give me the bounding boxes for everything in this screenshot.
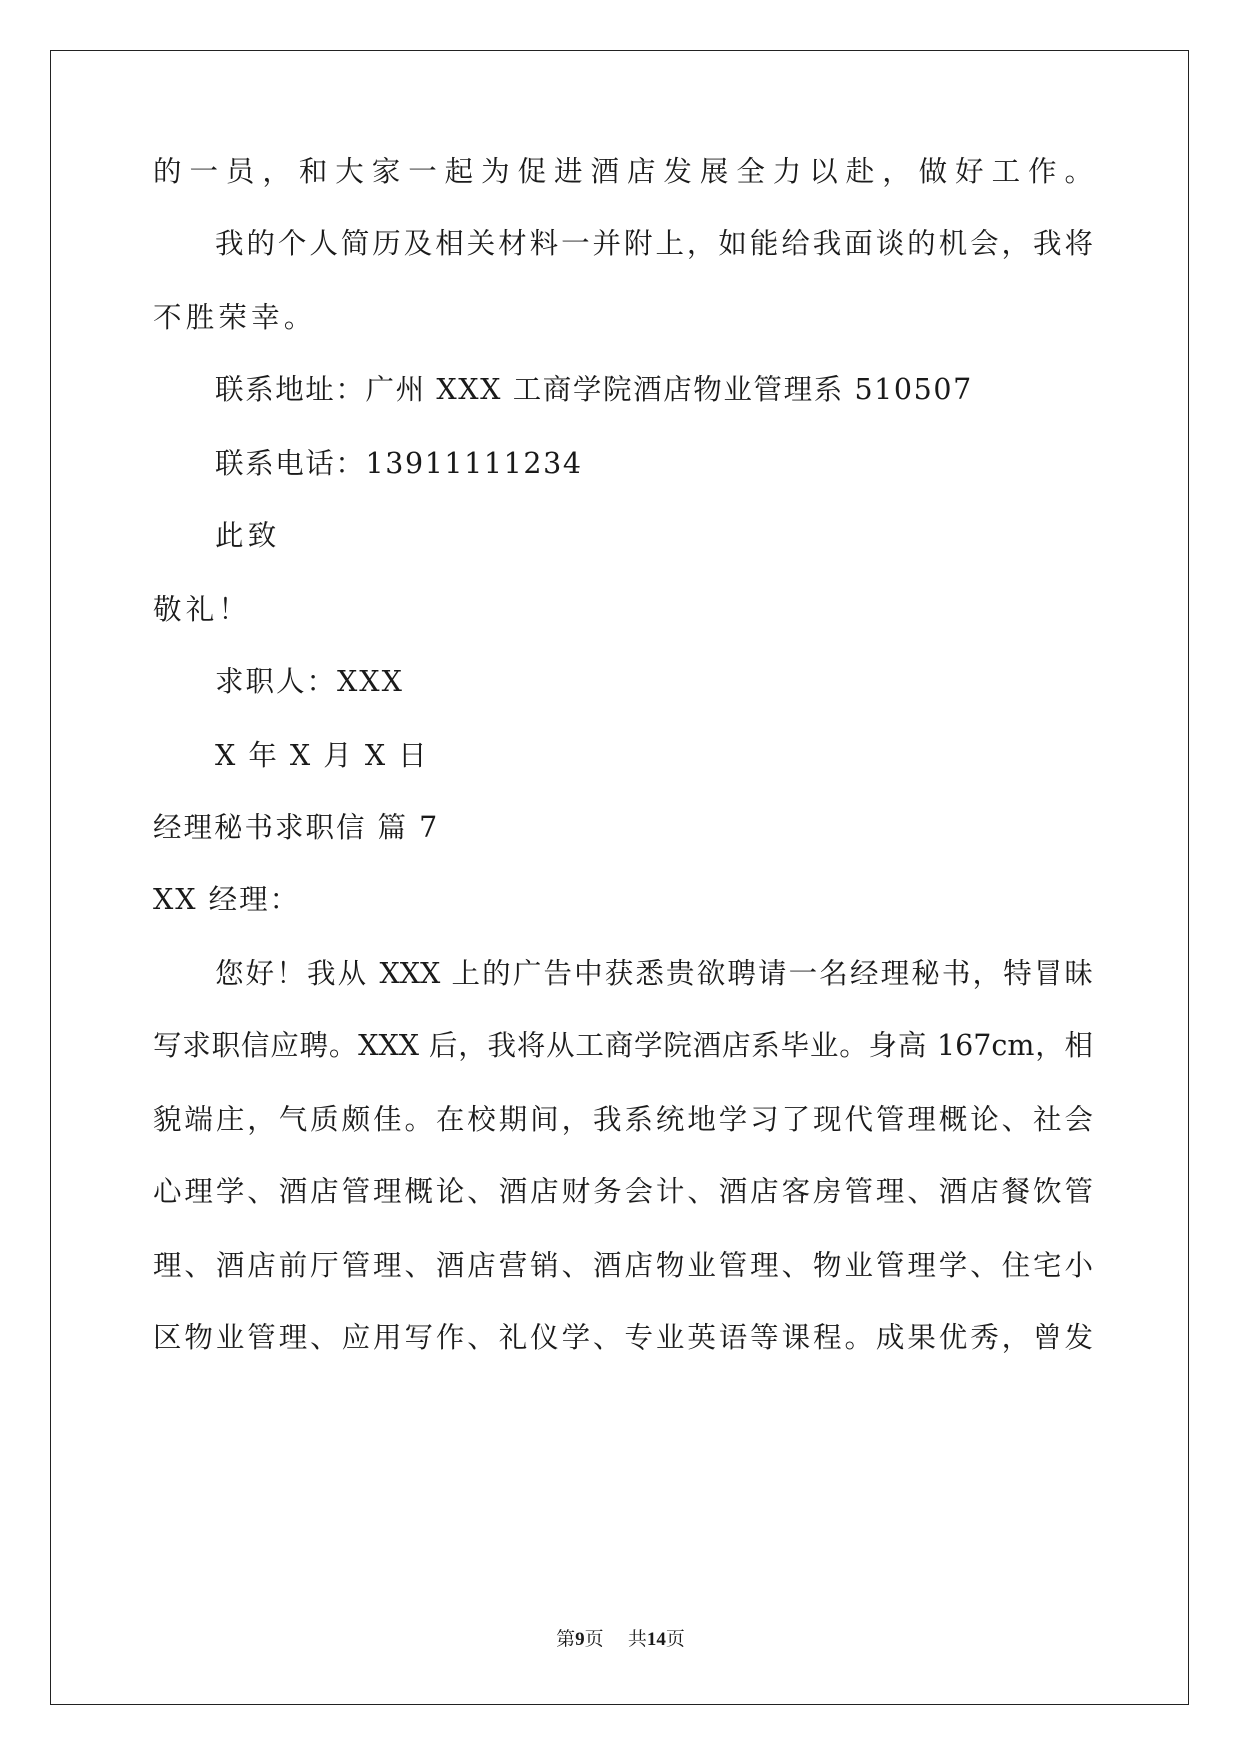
letter-greeting: XX 经理： <box>153 883 301 916</box>
closing-regards: 敬礼！ <box>153 593 252 626</box>
text-line-2: 我的个人简历及相关材料一并附上，如能给我面谈的机会，我将 <box>215 227 1093 260</box>
text-line-12: 您好！我从 XXX 上的广告中获悉贵欲聘请一名经理秘书，特冒昧 <box>215 957 1093 990</box>
text-line-14: 貌端庄，气质颇佳。在校期间，我系统地学习了现代管理概论、社会 <box>153 1103 1093 1136</box>
closing-salutation: 此致 <box>215 519 281 552</box>
text-line-16: 理、酒店前厅管理、酒店营销、酒店物业管理、物业管理学、住宅小 <box>153 1249 1093 1282</box>
text-line-3: 不胜荣幸。 <box>153 301 317 334</box>
section-heading: 经理秘书求职信 篇 7 <box>153 811 440 844</box>
text-line-17: 区物业管理、应用写作、礼仪学、专业英语等课程。成果优秀，曾发 <box>153 1321 1093 1354</box>
footer-total-pages: 14 <box>646 1629 666 1650</box>
contact-address: 联系地址：广州 XXX 工商学院酒店物业管理系 510507 <box>215 373 973 406</box>
applicant-signature: 求职人：XXX <box>215 665 404 698</box>
text-line-13: 写求职信应聘。XXX 后，我将从工商学院酒店系毕业。身高 167cm，相 <box>153 1029 1093 1062</box>
text-line-1: 的一员，和大家一起为促进酒店发展全力以赴，做好工作。 <box>153 155 1093 188</box>
date-line: X 年 X 月 X 日 <box>215 739 429 772</box>
footer-page-suffix: 页 <box>584 1628 604 1650</box>
footer-prefix: 第 <box>556 1628 576 1650</box>
footer-total-prefix: 共 <box>627 1628 647 1650</box>
text-line-15: 心理学、酒店管理概论、酒店财务会计、酒店客房管理、酒店餐饮管 <box>153 1175 1093 1208</box>
page-footer <box>0 1626 1241 1653</box>
footer-total-suffix: 页 <box>665 1628 685 1650</box>
contact-phone: 联系电话：13911111234 <box>215 447 583 480</box>
footer-page-number: 9 <box>575 1629 585 1650</box>
